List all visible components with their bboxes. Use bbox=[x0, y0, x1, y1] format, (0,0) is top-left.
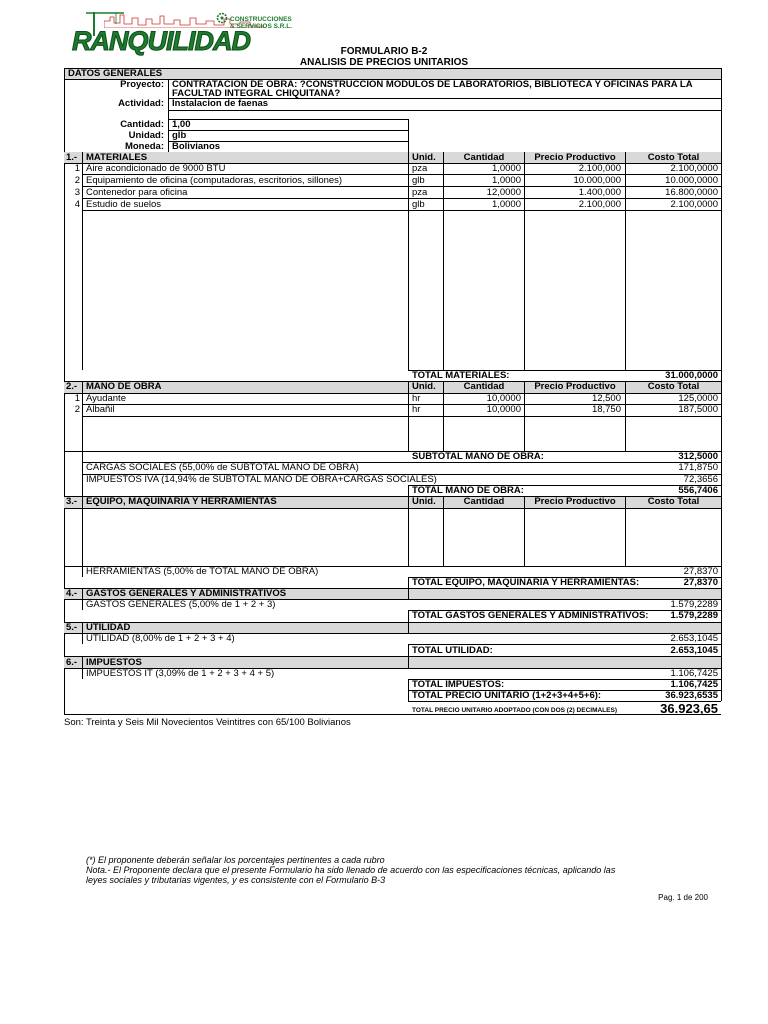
materiales-row-number: 2 bbox=[74, 175, 80, 186]
proyecto-value-line2: FACULTAD INTEGRAL CHIQUITANA? bbox=[172, 88, 341, 99]
mano-obra-subtotal-label: SUBTOTAL MANO DE OBRA: bbox=[412, 451, 544, 462]
company-sub-line-1: CONSTRUCCIONES bbox=[230, 16, 292, 23]
materiales-row-quantity: 1,0000 bbox=[491, 199, 521, 210]
form-subtitle: ANALISIS DE PRECIOS UNITARIOS bbox=[299, 57, 469, 68]
gastos-title: GASTOS GENERALES Y ADMINISTRATIVOS bbox=[86, 588, 287, 599]
materiales-row-price: 2.100,000 bbox=[578, 199, 621, 210]
materiales-row-description: Estudio de suelos bbox=[86, 199, 161, 210]
mano-obra-row-price: 12,500 bbox=[591, 393, 621, 404]
utilidad-total-value: 2.653,1045 bbox=[670, 645, 718, 656]
gastos-number: 4.- bbox=[66, 588, 78, 599]
mano-obra-number: 2.- bbox=[66, 381, 78, 392]
mano-obra-subtotal-value: 312,5000 bbox=[678, 451, 718, 462]
materiales-col-precio: Precio Productivo bbox=[534, 152, 616, 163]
materiales-row-unit: glb bbox=[412, 199, 425, 210]
proyecto-label: Proyecto: bbox=[120, 79, 164, 90]
equipo-col-costo: Costo Total bbox=[647, 496, 700, 507]
equipo-col-unid: Unid. bbox=[412, 496, 436, 507]
materiales-col-unid: Unid. bbox=[412, 152, 436, 163]
materiales-row-quantity: 12,0000 bbox=[486, 187, 521, 198]
materiales-row-description: Aire acondicionado de 9000 BTU bbox=[86, 163, 226, 174]
utilidad-title: UTILIDAD bbox=[86, 622, 131, 633]
materiales-total-label: TOTAL MATERIALES: bbox=[412, 370, 510, 381]
materiales-number: 1.- bbox=[66, 152, 78, 163]
impuestos-iva-value: 72,3656 bbox=[683, 474, 718, 485]
materiales-row-number: 3 bbox=[74, 187, 80, 198]
mano-obra-row-number: 1 bbox=[74, 393, 80, 404]
total-precio-unitario-label: TOTAL PRECIO UNITARIO (1+2+3+4+5+6): bbox=[412, 690, 602, 701]
mano-obra-row-unit: hr bbox=[412, 393, 421, 404]
mano-obra-row-description: Ayudante bbox=[86, 393, 126, 404]
actividad-label: Actividad: bbox=[118, 98, 164, 109]
note-line-2: Nota.- El Proponente declara que el presente Formulario ha sido llenado de acuerdo con las especificaciones técnicas, aplicando las bbox=[86, 865, 616, 875]
unidad-label: Unidad: bbox=[128, 130, 164, 141]
materiales-row-number: 4 bbox=[74, 199, 80, 210]
impuestos-iva-label: IMPUESTOS IVA (14,94% de SUBTOTAL MANO DE OBRA+CARGAS SOCIALES) bbox=[86, 474, 437, 485]
impuestos-line-label: IMPUESTOS IT (3,09% de 1 + 2 + 3 + 4 + 5) bbox=[86, 668, 275, 679]
gastos-total-label: TOTAL GASTOS GENERALES Y ADMINISTRATIVOS: bbox=[412, 610, 649, 621]
materiales-total-value: 31.000,0000 bbox=[665, 370, 718, 381]
mano-obra-col-precio: Precio Productivo bbox=[534, 381, 616, 392]
materiales-col-cantidad: Cantidad bbox=[463, 152, 505, 163]
gastos-line-label: GASTOS GENERALES (5,00% de 1 + 2 + 3) bbox=[86, 599, 276, 610]
equipo-total-label: TOTAL EQUIPO, MAQUINARIA Y HERRAMIENTAS: bbox=[412, 577, 640, 588]
mano-obra-row-unit: hr bbox=[412, 404, 421, 415]
impuestos-total-value: 1.106,7425 bbox=[670, 679, 718, 690]
company-sub-line-2: & SERVICIOS S.R.L. bbox=[230, 23, 293, 30]
total-adoptado-value: 36.923,65 bbox=[660, 701, 718, 716]
datos-generales-shade bbox=[64, 68, 721, 79]
mano-obra-row-cost: 187,5000 bbox=[678, 404, 718, 415]
mano-obra-row-cost: 125,0000 bbox=[678, 393, 718, 404]
impuestos-total-label: TOTAL IMPUESTOS: bbox=[412, 679, 505, 690]
amount-in-words: Son: Treinta y Seis Mil Novecientos Veintitres con 65/100 Bolivianos bbox=[64, 717, 351, 728]
materiales-title: MATERIALES bbox=[86, 152, 148, 163]
mano-obra-title: MANO DE OBRA bbox=[86, 381, 162, 392]
impuestos-title: IMPUESTOS bbox=[86, 657, 142, 668]
materiales-row-number: 1 bbox=[74, 163, 80, 174]
moneda-label: Moneda: bbox=[124, 141, 164, 152]
materiales-row-price: 1.400,000 bbox=[578, 187, 621, 198]
gastos-line-value: 1.579,2289 bbox=[670, 599, 718, 610]
equipo-col-cantidad: Cantidad bbox=[463, 496, 505, 507]
materiales-row-quantity: 1,0000 bbox=[491, 163, 521, 174]
materiales-row-cost: 2.100,0000 bbox=[670, 163, 718, 174]
mano-obra-total-value: 556,7406 bbox=[678, 485, 718, 496]
total-adoptado-label: TOTAL PRECIO UNITARIO ADOPTADO (CON DOS (2) DECIMALES) bbox=[412, 707, 617, 714]
materiales-row-price: 10.000,000 bbox=[573, 175, 621, 186]
materiales-row-cost: 2.100,0000 bbox=[670, 199, 718, 210]
impuestos-line-value: 1.106,7425 bbox=[670, 668, 718, 679]
equipo-title: EQUIPO, MAQUINARIA Y HERRAMIENTAS bbox=[86, 496, 277, 507]
mano-obra-col-cantidad: Cantidad bbox=[463, 381, 505, 392]
equipo-col-precio: Precio Productivo bbox=[534, 496, 616, 507]
utilidad-line-label: UTILIDAD (8,00% de 1 + 2 + 3 + 4) bbox=[86, 633, 235, 644]
mano-obra-col-unid: Unid. bbox=[412, 381, 436, 392]
materiales-row-unit: pza bbox=[412, 163, 428, 174]
note-line-1: (*) El proponente deberán señalar los porcentajes pertinentes a cada rubro bbox=[86, 855, 385, 865]
equipo-number: 3.- bbox=[66, 496, 78, 507]
materiales-row-description: Contenedor para oficina bbox=[86, 187, 188, 198]
total-precio-unitario-value: 36.923,6535 bbox=[665, 690, 718, 701]
actividad-value: Instalacion de faenas bbox=[172, 98, 269, 109]
materiales-row-description: Equipamiento de oficina (computadoras, escritorios, sillones) bbox=[86, 175, 343, 186]
cantidad-label: Cantidad: bbox=[120, 119, 164, 130]
cargas-sociales-value: 171,8750 bbox=[678, 462, 718, 473]
form-title: FORMULARIO B-2 bbox=[340, 46, 428, 57]
utilidad-line-value: 2.653,1045 bbox=[670, 633, 718, 644]
mano-obra-row-number: 2 bbox=[74, 404, 80, 415]
proyecto-value-line1: CONTRATACION DE OBRA: ?CONSTRUCCION MODULOS DE LABORATORIOS, BIBLIOTECA Y OFICINAS PARA LA bbox=[172, 79, 693, 90]
mano-obra-row-description: Albañil bbox=[86, 404, 115, 415]
materiales-row-cost: 10.000,0000 bbox=[665, 175, 718, 186]
herramientas-label: HERRAMIENTAS (5,00% de TOTAL MANO DE OBRA) bbox=[86, 566, 319, 577]
gear-icon bbox=[216, 12, 228, 24]
note-line-3: leyes sociales y tributarias vigentes, y es consistente con el Formulario B-3 bbox=[86, 875, 386, 885]
company-name: RANQUILIDAD bbox=[72, 26, 250, 56]
materiales-row-unit: glb bbox=[412, 175, 425, 186]
page-number: Pag. 1 de 200 bbox=[658, 893, 708, 902]
materiales-row-price: 2.100,000 bbox=[578, 163, 621, 174]
impuestos-header-shade bbox=[64, 656, 721, 668]
moneda-value: Bolivianos bbox=[172, 141, 221, 152]
mano-obra-row-quantity: 10,0000 bbox=[486, 404, 521, 415]
utilidad-header-shade bbox=[64, 622, 721, 633]
cargas-sociales-label: CARGAS SOCIALES (55,00% de SUBTOTAL MANO DE OBRA) bbox=[86, 462, 359, 473]
mano-obra-row-quantity: 10,0000 bbox=[486, 393, 521, 404]
gastos-total-value: 1.579,2289 bbox=[670, 610, 718, 621]
impuestos-number: 6.- bbox=[66, 657, 78, 668]
mano-obra-total-label: TOTAL MANO DE OBRA: bbox=[412, 485, 524, 496]
equipo-total-value: 27,8370 bbox=[683, 577, 718, 588]
materiales-row-quantity: 1,0000 bbox=[491, 175, 521, 186]
materiales-row-unit: pza bbox=[412, 187, 428, 198]
cantidad-value: 1,00 bbox=[172, 119, 191, 130]
datos-generales-label: DATOS GENERALES bbox=[68, 68, 163, 79]
utilidad-total-label: TOTAL UTILIDAD: bbox=[412, 645, 493, 656]
materiales-row-cost: 16.800,0000 bbox=[665, 187, 718, 198]
utilidad-number: 5.- bbox=[66, 622, 78, 633]
materiales-col-costo: Costo Total bbox=[647, 152, 700, 163]
mano-obra-row-price: 18,750 bbox=[591, 404, 621, 415]
herramientas-value: 27,8370 bbox=[683, 566, 718, 577]
mano-obra-col-costo: Costo Total bbox=[647, 381, 700, 392]
unidad-value: glb bbox=[172, 130, 187, 141]
